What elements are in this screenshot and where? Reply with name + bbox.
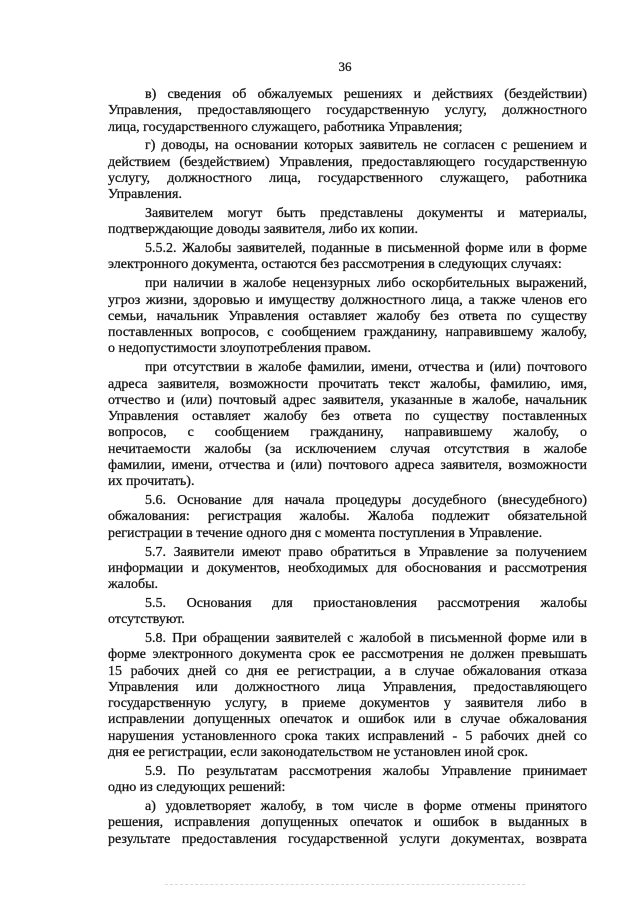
text-line: информации и документов, необходимых для обоснования и рассмотрения bbox=[108, 560, 587, 576]
paragraph-5-8 bbox=[108, 631, 587, 761]
paragraph-missing-name-case bbox=[108, 360, 587, 490]
text-line: отчество и (или) почтовый адрес заявителя, указанные в жалобе, начальник bbox=[108, 392, 587, 408]
paragraph-applicant-documents bbox=[108, 206, 587, 239]
text-line: регистрации в течение одного дня с момента поступления в Управление. bbox=[108, 525, 543, 541]
text-line: Управления или должностного лица Управления, предоставляющего bbox=[108, 679, 587, 695]
text-line: отсутствуют. bbox=[108, 612, 185, 628]
text-line: форме электронного документа срок ее рассмотрения не должен превышать bbox=[108, 647, 587, 663]
paragraph-item-v bbox=[108, 87, 587, 136]
text-line: Управления, предоставляющего государственную услугу, должностного bbox=[108, 103, 587, 119]
text-line: 5.5.2. Жалобы заявителей, поданные в письменной форме или в форме bbox=[145, 241, 587, 257]
text-line: одно из следующих решений: bbox=[108, 780, 286, 796]
text-line: подтверждающие доводы заявителя, либо их копии. bbox=[108, 222, 418, 238]
text-line: 5.8. При обращении заявителей с жалобой в письменной форме или в bbox=[145, 631, 587, 646]
text-line: поставленных вопросов, с сообщением гражданину, направившему жалобу, bbox=[108, 325, 587, 341]
paragraph-5-5-suspension bbox=[108, 596, 587, 629]
text-line: Управления оставляет жалобу без ответа по существу поставленных bbox=[108, 409, 587, 425]
text-line: лица, государственного служащего, работника Управления; bbox=[108, 119, 463, 135]
text-line: жалобы. bbox=[108, 577, 159, 593]
text-line: их прочитать). bbox=[108, 474, 195, 490]
document-body bbox=[108, 87, 587, 848]
paragraph-item-a bbox=[108, 799, 587, 848]
text-line: исправлении допущенных опечаток и ошибок или в случае обжалования bbox=[108, 712, 587, 728]
text-line: дня ее регистрации, если законодательством не установлен иной срок. bbox=[108, 745, 528, 761]
paragraph-5-6 bbox=[108, 493, 587, 542]
text-line: угроз жизни, здоровью и имуществу должностного лица, а также членов его bbox=[108, 292, 587, 308]
text-line: результате предоставления государственной услуги документах, возврата bbox=[108, 831, 587, 847]
text-line: 5.5. Основания для приостановления рассмотрения жалобы bbox=[145, 595, 587, 611]
text-line: Заявителем могут быть представлены документы и материалы, bbox=[145, 206, 587, 222]
text-line: электронного документа, остаются без рассмотрения в следующих случаях: bbox=[108, 257, 562, 273]
paragraph-5-5-2 bbox=[108, 241, 587, 274]
text-line: государственную услугу, в приеме документов у заявителя либо в bbox=[108, 696, 587, 712]
text-line: Управления. bbox=[108, 187, 182, 203]
text-line: нарушения установленного срока таких исправлений - 5 рабочих дней со bbox=[108, 728, 587, 744]
text-line: г) доводы, на основании которых заявитель не согласен с решением и bbox=[145, 138, 587, 154]
text-line: фамилии, имени, отчества и (или) почтового адреса заявителя, возможности bbox=[108, 458, 587, 474]
text-line: 15 рабочих дней со дня ее регистрации, а в случае обжалования отказа bbox=[108, 663, 587, 679]
text-line: вопросов, с сообщением гражданину, направившему жалобу, о bbox=[108, 425, 587, 441]
page-number: 36 bbox=[338, 59, 352, 74]
paragraph-5-9 bbox=[108, 764, 587, 797]
text-line: обжалования: регистрация жалобы. Жалоба подлежит обязательной bbox=[108, 509, 587, 525]
text-line: нечитаемости жалобы (за исключением случая отсутствия в жалобе bbox=[108, 441, 587, 457]
scan-artifact-line bbox=[165, 884, 525, 885]
text-line: 5.7. Заявители имеют право обратиться в Управление за получением bbox=[145, 544, 587, 560]
text-line: решения, исправления допущенных опечаток и ошибок в выданных в bbox=[108, 815, 587, 831]
paragraph-obscene-language-case bbox=[108, 276, 587, 357]
text-line: о недопустимости злоупотребления правом. bbox=[108, 341, 371, 357]
text-line: а) удовлетворяет жалобу, в том числе в форме отмены принятого bbox=[145, 798, 587, 814]
paragraph-5-7 bbox=[108, 545, 587, 594]
text-line: адреса заявителя, возможности прочитать текст жалобы, фамилию, имя, bbox=[108, 376, 587, 392]
text-line: семьи, начальник Управления оставляет жалобу без ответа по существу bbox=[108, 308, 587, 324]
text-line: в) сведения об обжалуемых решениях и действиях (бездействии) bbox=[145, 87, 587, 102]
text-line: действием (бездействием) Управления, предоставляющего государственную bbox=[108, 154, 587, 170]
text-line: при наличии в жалобе нецензурных либо оскорбительных выражений, bbox=[145, 276, 587, 292]
text-line: 5.9. По результатам рассмотрения жалобы Управление принимает bbox=[145, 763, 587, 779]
paragraph-item-g bbox=[108, 138, 587, 203]
text-line: 5.6. Основание для начала процедуры досудебного (внесудебного) bbox=[145, 493, 587, 509]
text-line: при отсутствии в жалобе фамилии, имени, отчества и (или) почтового bbox=[145, 360, 587, 376]
text-line: услугу, должностного лица, государственного служащего, работника bbox=[108, 170, 587, 186]
